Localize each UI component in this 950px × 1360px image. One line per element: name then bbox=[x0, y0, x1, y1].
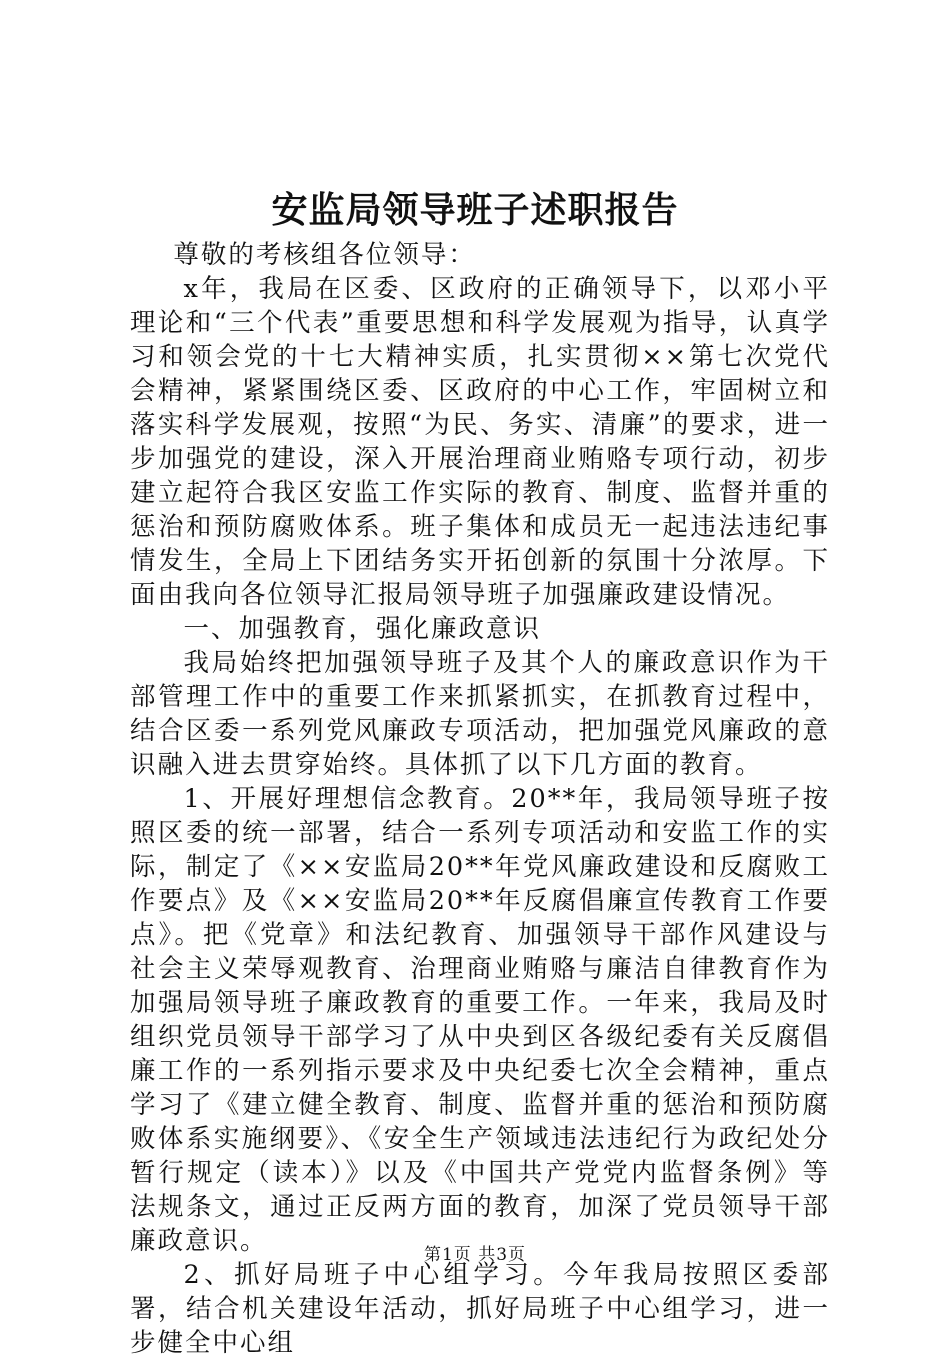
document-body bbox=[130, 238, 830, 1360]
section-heading-1: 一、加强教育，强化廉政意识 bbox=[183, 614, 542, 644]
paragraph-section-1: 我局始终把加强领导班子及其个人的廉政意识作为干部管理工作中的重要工作来抓紧抓实，在抓教育过程中，结合区委一系列党风廉政专项活动，把加强党风廉政的意识融入进去贯穿始终。具体抓了以下几方面的教育。 bbox=[130, 648, 830, 780]
salutation: 尊敬的考核组各位领导： bbox=[173, 240, 476, 270]
paragraph-item-1: 1、开展好理想信念教育。20**年，我局领导班子按照区委的统一部署，结合一系列专项活动和安监工作的实际，制定了《××安监局20**年党风廉政建设和反腐败工作要点》及《××安监局20**年反腐倡廉宣传教育工作要点》。把《党章》和法纪教育、加强领导干部作风建设与社会主义荣辱观教育、治理商业贿赂与廉洁自律教育作为加强局领导班子廉政教育的重要工作。一年来，我局及时组织党员领导干部学习了从中央到区各级纪委有关反腐倡廉工作的一系列指示要求及中央纪委七次全会精神，重点学习了《建立健全教育、制度、监督并重的惩治和预防腐败体系实施纲要》、《安全生产领域违法违纪行为政纪处分暂行规定（读本）》以及《中国共产党党内监督条例》等法规条文，通过正反两方面的教育，加深了党员领导干部廉政意识。 bbox=[130, 784, 830, 1256]
paragraph-item-2: 2、抓好局班子中心组学习。今年我局按照区委部署，结合机关建设年活动，抓好局班子中心组学习，进一步健全中心组 bbox=[130, 1260, 830, 1358]
paragraph-intro: x年，我局在区委、区政府的正确领导下，以邓小平理论和“三个代表”重要思想和科学发展观为指导，认真学习和领会党的十七大精神实质，扎实贯彻××第七次党代会精神，紧紧围绕区委、区政府的中心工作，牢固树立和落实科学发展观，按照“为民、务实、清廉”的要求，进一步加强党的建设，深入开展治理商业贿赂专项行动，初步建立起符合我区安监工作实际的教育、制度、监督并重的惩治和预防腐败体系。班子集体和成员无一起违法违纪事情发生，全局上下团结务实开拓创新的氛围十分浓厚。下面由我向各位领导汇报局领导班子加强廉政建设情况。 bbox=[130, 274, 830, 610]
page-number-footer: 第1页 共3页 bbox=[423, 1245, 527, 1265]
document-title: 安监局领导班子述职报告 bbox=[271, 189, 679, 231]
